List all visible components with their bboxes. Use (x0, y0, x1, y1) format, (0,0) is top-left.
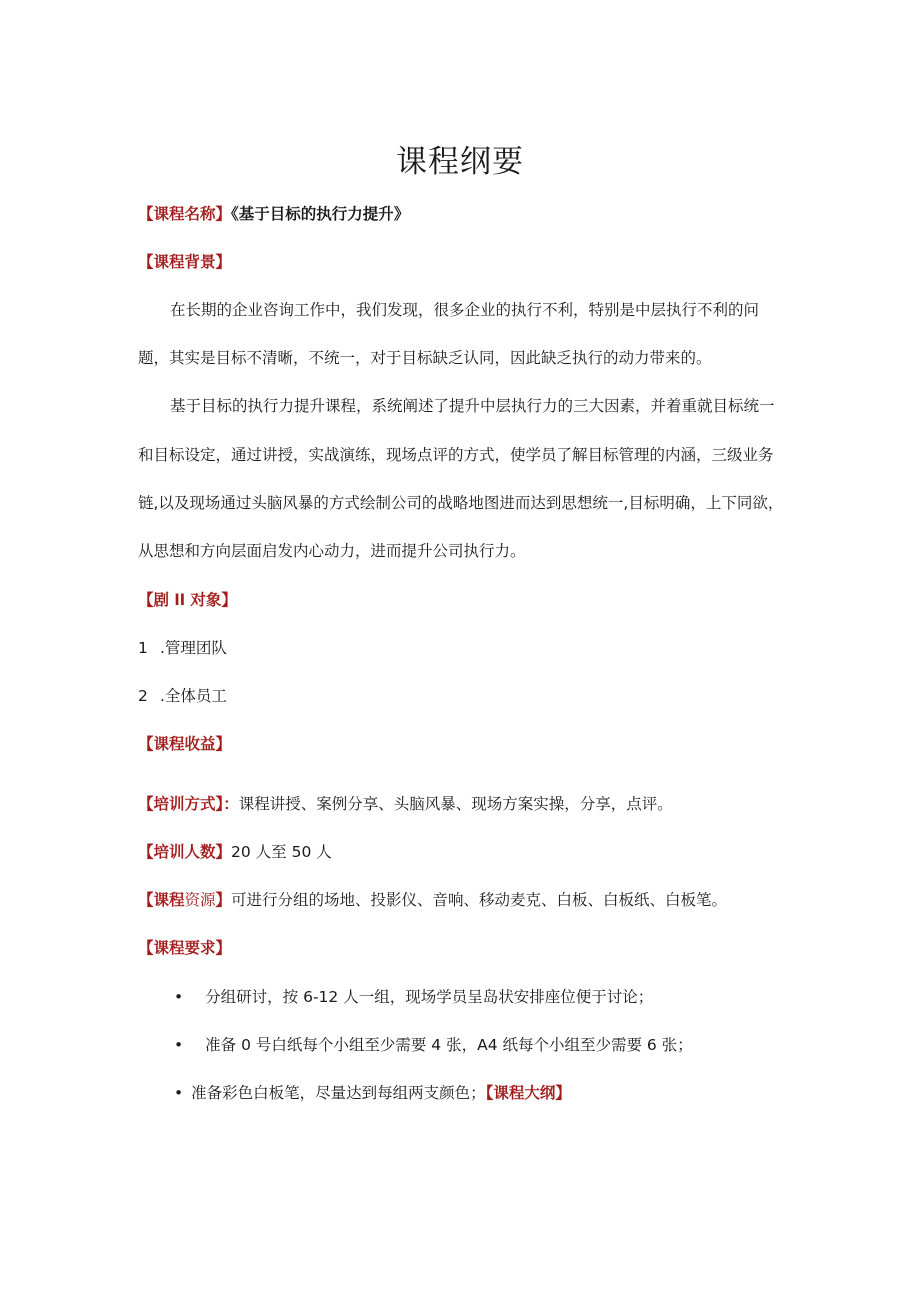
outline-label: 【课程大纲】 (485, 1084, 571, 1102)
resources-row (138, 889, 727, 911)
background-para1-line2: 题，其实是目标不清晰，不统一，对于目标缺乏认同，因此缺乏执行的动力带来的。 (138, 349, 712, 367)
bullet-icon: • (174, 988, 184, 1006)
course-name-value: 《基于目标的执行力提升》 (231, 205, 410, 223)
requirement-text: 准备 0 号白纸每个小组至少需要 4 张，A4 纸每个小组至少需要 6 张； (205, 1036, 693, 1054)
audience-item-2 (138, 685, 227, 707)
background-para2-line4: 从思想和方向层面启发内心动力，进而提升公司执行力。 (138, 542, 526, 560)
requirement-text: 准备彩色白板笔，尽量达到每组两支颜色； (191, 1084, 486, 1102)
audience-item-text: .管理团队 (160, 639, 227, 657)
resources-value: 可进行分组的场地、投影仪、音响、移动麦克、白板、白板纸、白板笔。 (231, 891, 728, 909)
page-title: 课程纲要 (396, 144, 524, 180)
background-para2-line3: 链,以及现场通过头脑风暴的方式绘制公司的战略地图进而达到思想统一,目标明确，上下同欲， (138, 494, 784, 512)
course-name-label: 【课程名称】 (138, 205, 232, 223)
requirements-label: 【课程要求】 (138, 939, 232, 957)
requirement-text: 分组研讨，按 6-12 人一组，现场学员呈岛状安排座位便于讨论； (205, 988, 654, 1006)
requirement-item-3 (174, 1082, 571, 1104)
training-method-row (138, 793, 673, 815)
audience-label: 【剧 ll 对象】 (138, 591, 237, 609)
training-size-value: 20 人至 50 人 (231, 843, 332, 861)
benefits-label: 【课程收益】 (138, 735, 232, 753)
audience-item-1 (138, 637, 227, 659)
background-para2-line2: 和目标设定，通过讲授，实战演练，现场点评的方式，使学员了解目标管理的内涵，三级业务 (138, 446, 774, 464)
background-para2-line1: 基于目标的执行力提升课程，系统阐述了提升中层执行力的三大因素，并着重就目标统一 (170, 397, 775, 415)
requirement-item-1 (174, 986, 653, 1008)
bullet-icon: • (174, 1036, 184, 1054)
training-method-label: 【培训方式】： (138, 795, 239, 813)
background-para1-line1: 在长期的企业咨询工作中，我们发现，很多企业的执行不利，特别是中层执行不利的问 (170, 301, 760, 319)
resources-label-end: 】 (215, 891, 232, 909)
audience-item-text: .全体员工 (160, 687, 227, 705)
training-size-row (138, 841, 332, 863)
audience-item-number: 2 (138, 687, 148, 705)
audience-item-number: 1 (138, 639, 148, 657)
resources-label-middle: 资源 (184, 891, 216, 909)
requirement-item-2 (174, 1034, 693, 1056)
course-name-row (138, 203, 409, 225)
background-label: 【课程背景】 (138, 253, 232, 271)
resources-label-start: 【课程 (138, 891, 185, 909)
training-method-value: 课程讲授、案例分享、头脑风暴、现场方案实操，分享，点评。 (238, 795, 673, 813)
training-size-label: 【培训人数】 (138, 843, 232, 861)
bullet-icon: • (174, 1084, 184, 1102)
